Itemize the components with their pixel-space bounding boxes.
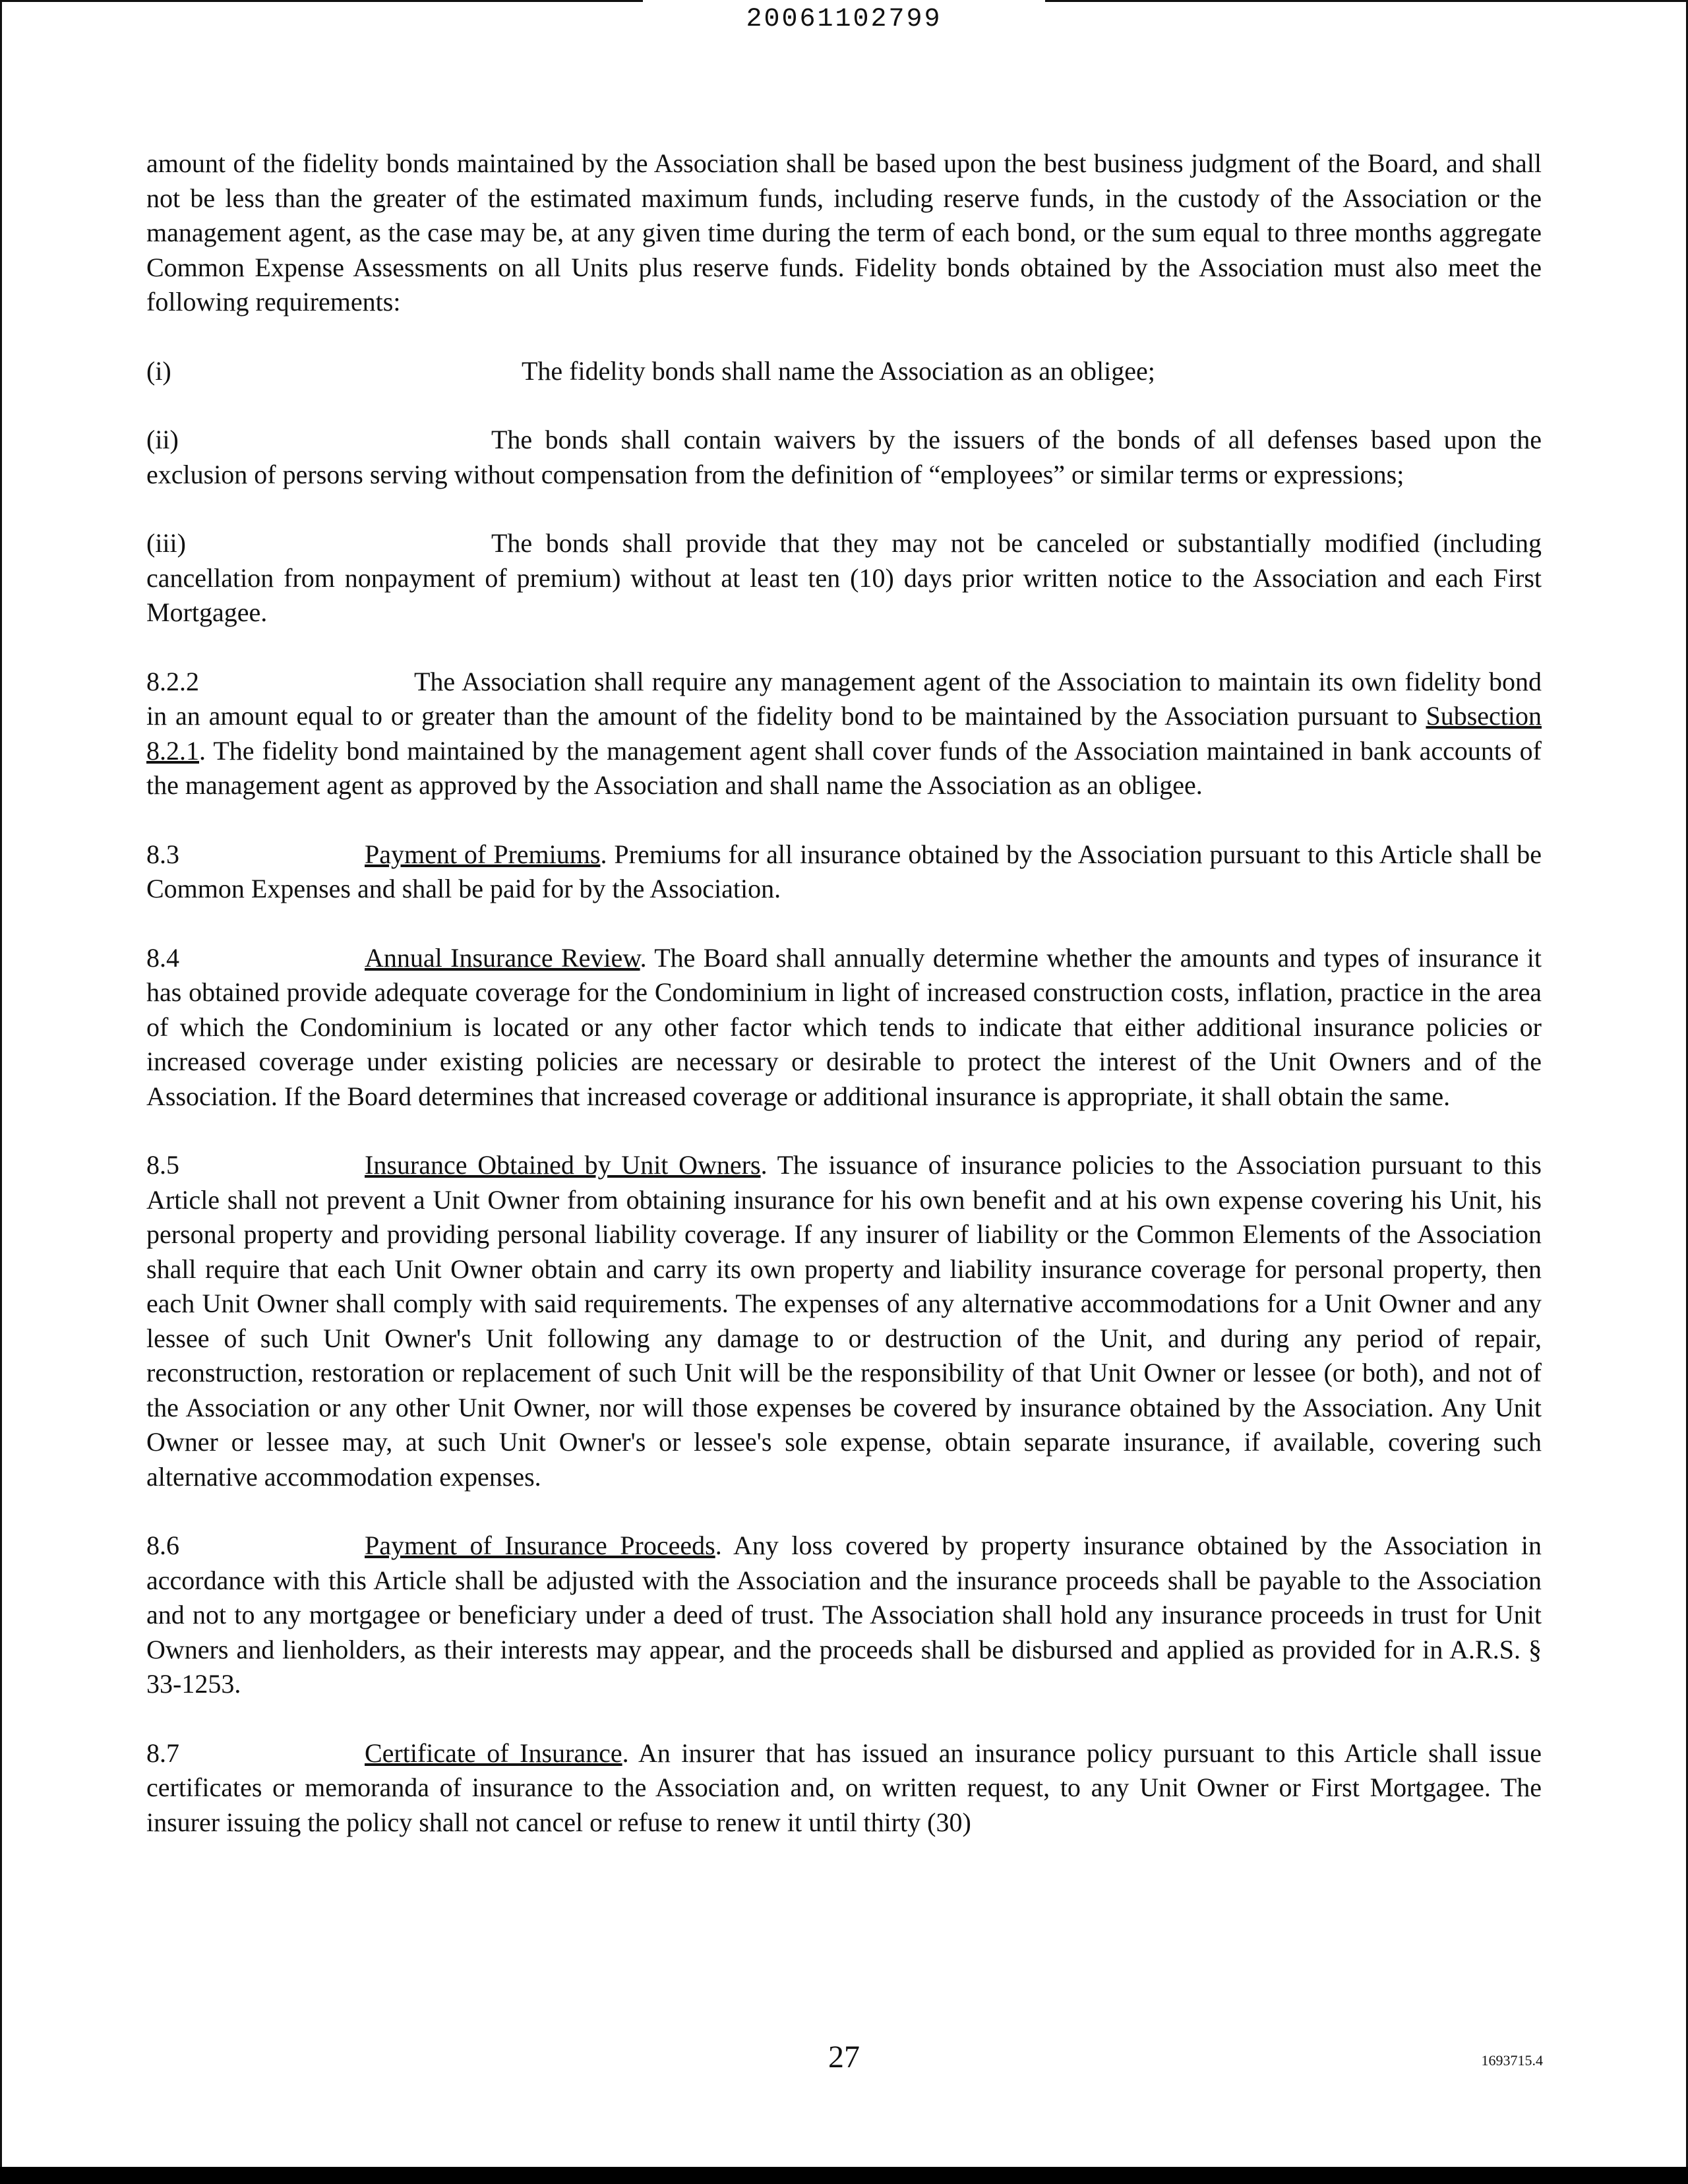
scan-border-top-right (1045, 0, 1688, 2)
section-text: . The issuance of insurance policies to the Association pursuant to this Article shall not prevent a Unit Owner from obtaining insurance for his own benefit and at his own expense covering his Unit, his personal property and providing personal liability coverage. If any insurer of liability or the Common Elements of the Association shall require that each Unit Owner obtain and carry its own property and liability insurance coverage for personal property, then each Unit Owner shall comply with said requirements. The expenses of any alternative accommodations for a Unit Owner and any lessee of such Unit Owner's Unit following any damage to or destruction of the Unit, and during any period of repair, reconstruction, restoration or replacement of such Unit will be the responsibility of that Unit Owner or lessee (or both), and not of the Association or any other Unit Owner, nor will those expenses be covered by insurance obtained by the Association. Any Unit Owner or lessee may, at such Unit Owner's or lessee's sole expense, obtain separate insurance, if available, covering such alternative accommodation expenses. (146, 1150, 1542, 1492)
requirement-text: The bonds shall contain waivers by the issuers of the bonds of all defenses based upon the exclusion of persons serving without compensation from the definition of “employees” or similar terms or expressions; (146, 425, 1542, 489)
cross-reference: Subsection 8.2.1 (146, 701, 1542, 766)
section-number: 8.2.2 (146, 666, 199, 696)
section-number: 8.6 (146, 1531, 179, 1560)
section-number: 8.7 (146, 1738, 179, 1768)
section-number: 8.4 (146, 942, 179, 973)
scan-border-left (0, 0, 2, 2184)
section-number: 8.3 (146, 839, 179, 869)
scan-border-bottom (0, 2167, 1688, 2184)
section-text: . An insurer that has issued an insurance policy pursuant to this Article shall issue certificates or memoranda of insurance to the Association and, on written request, to any Unit Owner or First Mortgagee. The insurer issuing the policy shall not cancel or refuse to renew it until thirty (30) (146, 1738, 1542, 1837)
requirement-i (146, 354, 1542, 389)
section-heading: Certificate of Insurance (365, 1738, 622, 1768)
section-8-3 (146, 837, 1542, 907)
requirement-ii (146, 423, 1542, 492)
subsection-8-2-2 (146, 665, 1542, 803)
requirement-text: The fidelity bonds shall name the Association as an obligee; (522, 355, 1155, 386)
document-code: 1693715.4 (1481, 2052, 1543, 2069)
section-8-6 (146, 1529, 1542, 1702)
page-body (146, 146, 1542, 1874)
section-8-7 (146, 1736, 1542, 1840)
requirement-number: (iii) (146, 528, 186, 558)
scan-border-top-left (0, 0, 643, 2)
section-heading: Insurance Obtained by Unit Owners (365, 1150, 761, 1180)
section-heading: Payment of Insurance Proceeds (365, 1531, 715, 1560)
section-heading: Payment of Premiums (365, 839, 601, 869)
section-text: . Any loss covered by property insurance obtained by the Association in accordance with this Article shall be adjusted with the Association and the insurance proceeds shall be payable to the Association and not to any mortgagee or beneficiary under a deed of trust. The Association shall hold any insurance proceeds in trust for Unit Owners and lienholders, as their interests may appear, and the proceeds shall be disbursed and applied as provided for in A.R.S. § 33-1253. (146, 1531, 1542, 1699)
section-8-4 (146, 941, 1542, 1114)
paragraph-fidelity-bond-amount (146, 146, 1542, 320)
section-8-5 (146, 1148, 1542, 1494)
document-id-header: 20061102799 (746, 5, 942, 34)
paragraph-text: amount of the fidelity bonds maintained by the Association shall be based upon the best business judgment of the Board, and shall not be less than the greater of the estimated maximum funds, including reserve funds, in the custody of the Association or the management agent, as the case may be, at any given time during the term of each bond, or the sum equal to three months aggregate Common Expense Assessments on all Units plus reserve funds. Fidelity bonds obtained by the Association must also meet the following requirements: (146, 148, 1542, 317)
section-text: . The fidelity bond maintained by the management agent shall cover funds of the Association maintained in bank accounts of the management agent as approved by the Association and shall name the Association as an obligee. (146, 735, 1542, 800)
requirement-number: (ii) (146, 425, 179, 454)
section-heading: Annual Insurance Review (365, 942, 640, 973)
section-number: 8.5 (146, 1150, 179, 1180)
requirement-number: (i) (146, 355, 171, 386)
requirement-iii (146, 526, 1542, 630)
section-text: . Premiums for all insurance obtained by the Association pursuant to this Article shall be Common Expenses and shall be paid for by the Association. (146, 839, 1542, 903)
page-number: 27 (828, 2040, 860, 2075)
requirement-text: The bonds shall provide that they may not be canceled or substantially modified (including cancellation from nonpayment of premium) without at least ten (10) days prior written notice to the Association and each First Mortgagee. (146, 528, 1542, 627)
section-text: . The Board shall annually determine whether the amounts and types of insurance it has obtained provide adequate coverage for the Condominium in light of increased construction costs, inflation, practice in the area of which the Condominium is located or any other factor which tends to indicate that either additional insurance policies or increased coverage under existing policies are necessary or desirable to protect the interest of the Unit Owners and of the Association. If the Board determines that increased coverage or additional insurance is appropriate, it shall obtain the same. (146, 942, 1542, 1111)
section-text: The Association shall require any management agent of the Association to maintain its own fidelity bond in an amount equal to or greater than the amount of the fidelity bond to be maintained by the Association pursuant to (146, 666, 1542, 731)
